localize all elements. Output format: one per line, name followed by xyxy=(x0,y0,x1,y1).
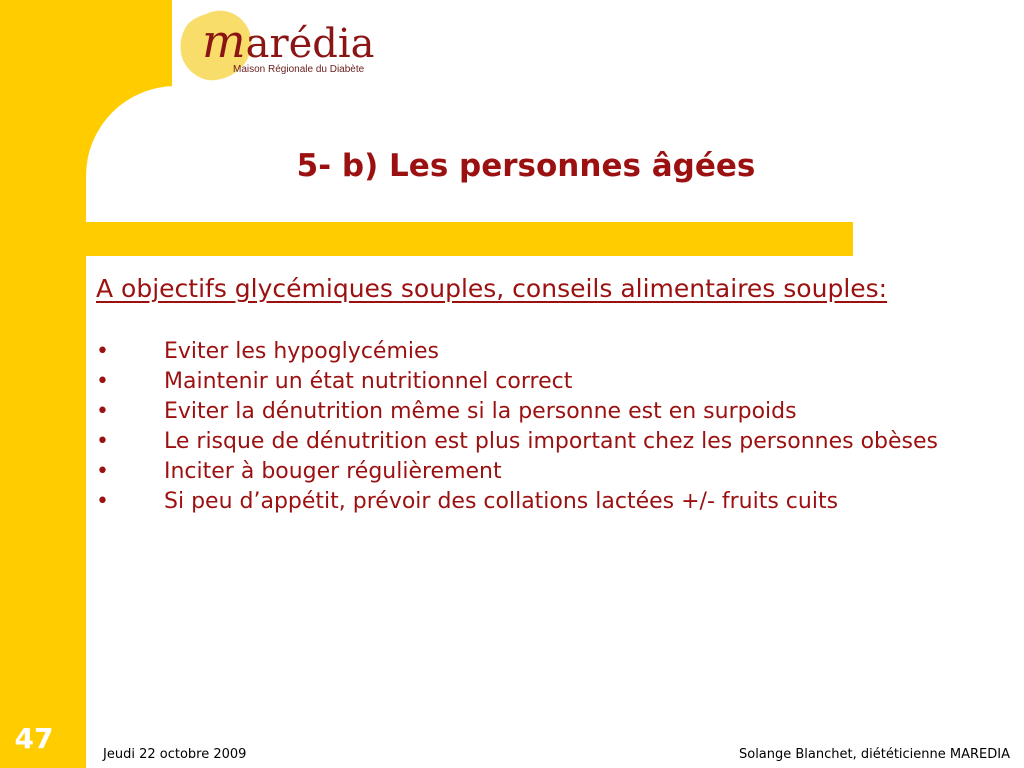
footer-date: Jeudi 22 octobre 2009 xyxy=(103,747,247,762)
logo-wordmark-rest: arédia xyxy=(245,21,375,67)
bullet-dot: • xyxy=(96,459,109,484)
bullet-item xyxy=(96,460,996,484)
bullet-text: Inciter à bouger régulièrement xyxy=(164,459,502,484)
bullet-dot: • xyxy=(96,369,109,394)
logo-wordmark xyxy=(202,14,375,68)
bullet-item xyxy=(96,490,996,514)
bullet-list xyxy=(96,340,996,520)
top-accent-bar xyxy=(0,0,172,86)
bullet-dot: • xyxy=(96,489,109,514)
slide-number: 47 xyxy=(14,722,54,755)
slide-title: 5- b) Les personnes âgées xyxy=(296,148,756,184)
bullet-text: Eviter la dénutrition même si la personne est en surpoids xyxy=(164,399,797,424)
footer-author: Solange Blanchet, diététicienne MAREDIA xyxy=(738,747,1010,762)
bullet-dot: • xyxy=(96,399,109,424)
logo-letter-m: m xyxy=(202,14,246,68)
bullet-dot: • xyxy=(96,339,109,364)
logo-tagline: Maison Régionale du Diabète xyxy=(233,64,365,75)
bullet-text: Le risque de dénutrition est plus important chez les personnes obèses xyxy=(164,429,939,454)
left-accent-bar xyxy=(0,0,86,768)
bullet-text: Eviter les hypoglycémies xyxy=(164,339,439,364)
bullet-text: Maintenir un état nutritionnel correct xyxy=(164,369,573,394)
bullet-item xyxy=(96,400,996,424)
maredia-logo xyxy=(172,0,375,86)
bullet-text: Si peu d’appétit, prévoir des collations lactées +/- fruits cuits xyxy=(164,489,839,514)
bullet-item xyxy=(96,430,996,454)
slide-subtitle: A objectifs glycémiques souples, conseils alimentaires souples: xyxy=(96,274,888,303)
title-underline-band xyxy=(86,222,853,256)
bullet-item xyxy=(96,340,996,364)
bullet-item xyxy=(96,370,996,394)
bullet-dot: • xyxy=(96,429,109,454)
